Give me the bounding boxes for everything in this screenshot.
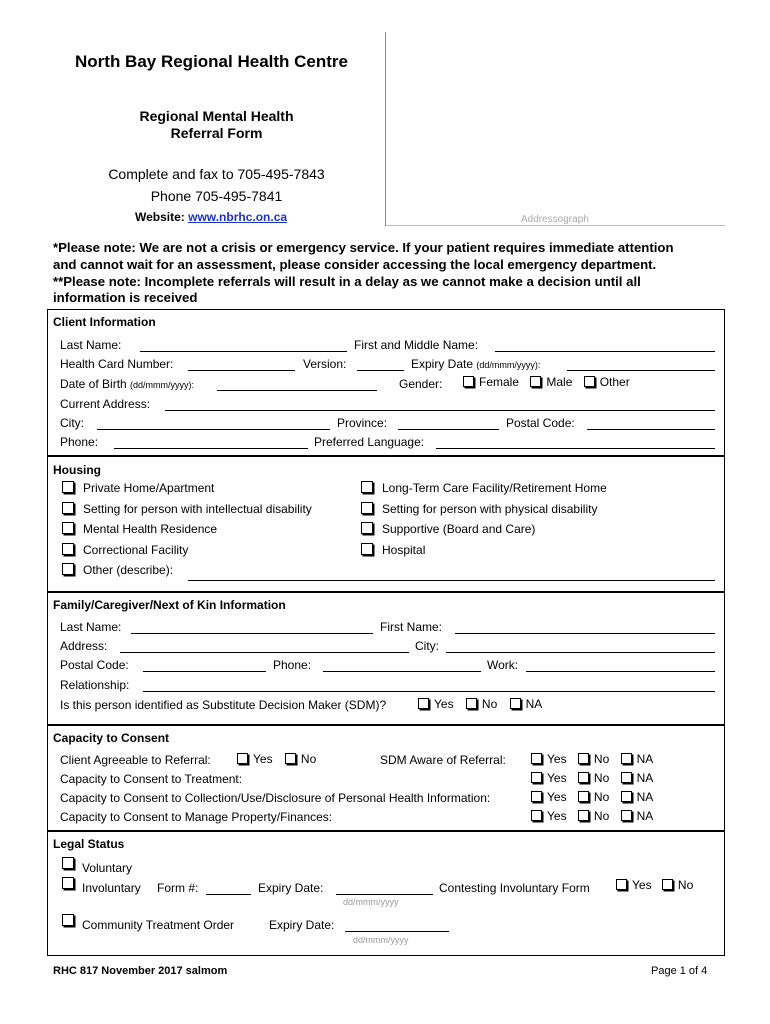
capacity-options-row: [531, 771, 653, 785]
client-phone-label: Phone:: [60, 435, 99, 449]
contesting-no-label: No: [677, 878, 694, 892]
checkbox-icon[interactable]: [621, 791, 632, 802]
housing-option-label: Hospital: [382, 543, 426, 557]
housing-option-label: Long-Term Care Facility/Retirement Home: [382, 481, 607, 495]
housing-option-label: Supportive (Board and Care): [382, 522, 536, 536]
gender-other[interactable]: [584, 375, 630, 389]
checkbox-icon[interactable]: [285, 753, 296, 764]
relationship-field[interactable]: [143, 691, 715, 692]
housing-option-label: Setting for person with intellectual disability: [83, 502, 312, 516]
capacity-title: Capacity to Consent: [53, 731, 170, 745]
opt-na-label: NA: [636, 771, 654, 785]
opt-yes[interactable]: [531, 790, 567, 804]
client-phone-field[interactable]: [114, 448, 308, 449]
family-postal-field[interactable]: [143, 671, 266, 672]
family-first-name-field[interactable]: [455, 633, 715, 634]
family-phone-field[interactable]: [323, 671, 481, 672]
contesting-label: Contesting Involuntary Form: [439, 881, 590, 895]
housing-option[interactable]: [62, 502, 312, 516]
cto-expiry-format: dd/mmm/yyyy: [353, 935, 409, 945]
checkbox-icon[interactable]: [361, 481, 373, 493]
opt-no[interactable]: [578, 809, 609, 823]
opt-no[interactable]: [578, 771, 609, 785]
opt-yes[interactable]: [531, 752, 567, 766]
client-postal-label: Postal Code:: [506, 416, 575, 430]
form-no-label: Form #:: [157, 881, 199, 895]
opt-na[interactable]: [621, 752, 654, 766]
agreeable-label: Client Agreeable to Referral:: [60, 753, 211, 767]
opt-yes[interactable]: [531, 771, 567, 785]
sdm-yes-label: Yes: [434, 697, 454, 711]
client-last-name-field[interactable]: [140, 351, 347, 352]
expiry-label: [411, 357, 540, 371]
form-title-line2: Referral Form: [170, 125, 263, 141]
checkbox-icon[interactable]: [578, 772, 589, 783]
agreeable-no-label: No: [300, 752, 317, 766]
note-line2: and cannot wait for an assessment, please consider accessing the local emergency department.: [53, 257, 657, 272]
agreeable-yes[interactable]: [237, 752, 273, 766]
form-title-line1: Regional Mental Health: [139, 108, 294, 124]
website-row: [135, 210, 287, 224]
family-title: Family/Caregiver/Next of Kin Information: [53, 598, 286, 612]
housing-option[interactable]: [62, 522, 217, 536]
language-field[interactable]: [436, 448, 715, 449]
sdm-no[interactable]: [466, 697, 497, 711]
opt-na[interactable]: [621, 790, 654, 804]
opt-na[interactable]: [621, 771, 654, 785]
housing-option-label: Correctional Facility: [83, 543, 189, 557]
addressograph-divider: [386, 225, 725, 226]
opt-no-label: No: [593, 752, 610, 766]
province-label: Province:: [337, 416, 388, 430]
family-first-name-label: First Name:: [380, 620, 443, 634]
client-info-title: Client Information: [53, 315, 156, 329]
family-address-field[interactable]: [120, 652, 409, 653]
checkbox-icon[interactable]: [621, 753, 632, 764]
fax-line: Complete and fax to 705-495-7843: [108, 166, 325, 182]
current-address-label: Current Address:: [60, 397, 151, 411]
opt-no-label: No: [593, 790, 610, 804]
checkbox-icon[interactable]: [531, 753, 542, 764]
checkbox-icon[interactable]: [62, 857, 74, 869]
agreeable-no[interactable]: [285, 752, 316, 766]
family-city-label: City:: [415, 639, 439, 653]
province-field[interactable]: [398, 429, 499, 430]
client-city-label: City:: [60, 416, 84, 430]
checkbox-icon[interactable]: [62, 543, 74, 555]
checkbox-icon[interactable]: [531, 772, 542, 783]
housing-option[interactable]: [62, 481, 214, 495]
gender-label: Gender:: [399, 377, 443, 391]
checkbox-icon[interactable]: [62, 877, 74, 889]
expiry-text: Expiry Date: [411, 357, 474, 371]
family-last-name-label: Last Name:: [60, 620, 122, 634]
voluntary-label: Voluntary: [82, 861, 133, 875]
family-phone-label: Phone:: [273, 658, 312, 672]
checkbox-icon[interactable]: [584, 376, 595, 387]
client-first-name-label: First and Middle Name:: [354, 338, 479, 352]
opt-no[interactable]: [578, 790, 609, 804]
language-label: Preferred Language:: [314, 435, 425, 449]
housing-other-field[interactable]: [188, 580, 715, 581]
checkbox-icon[interactable]: [62, 914, 74, 926]
footer-form-code: RHC 817 November 2017 salmom: [53, 965, 228, 977]
phone-line: Phone 705-495-7841: [150, 188, 283, 204]
checkbox-icon[interactable]: [62, 522, 74, 534]
housing-option-label: Setting for person with physical disability: [382, 502, 598, 516]
gender-male-label: Male: [546, 375, 573, 389]
housing-option[interactable]: [62, 543, 188, 557]
checkbox-icon[interactable]: [621, 772, 632, 783]
opt-yes-label: Yes: [547, 771, 567, 785]
property-label: Capacity to Consent to Manage Property/Finances:: [60, 810, 333, 824]
sdm-no-label: No: [481, 697, 498, 711]
cto-expiry-label: Expiry Date:: [269, 918, 335, 932]
note-line3: **Please note: Incomplete referrals will result in a delay as we cannot make a decision until all: [53, 274, 641, 289]
capacity-options-row: [531, 752, 653, 766]
sdm-yes[interactable]: [418, 697, 454, 711]
dob-format: (dd/mmm/yyyy):: [130, 380, 195, 390]
note-line1: *Please note: We are not a crisis or emergency service. If your patient requires immediate attention: [53, 240, 674, 255]
gender-male[interactable]: [530, 375, 572, 389]
involuntary-expiry-field[interactable]: [336, 894, 433, 895]
gender-other-label: Other: [599, 375, 630, 389]
opt-yes-label: Yes: [547, 790, 567, 804]
housing-option[interactable]: [361, 502, 597, 516]
gender-options: [463, 375, 630, 389]
checkbox-icon[interactable]: [62, 502, 74, 514]
checkbox-icon[interactable]: [361, 522, 373, 534]
form-no-field[interactable]: [206, 894, 251, 895]
involuntary-label: Involuntary: [82, 881, 141, 895]
capacity-options-row: [531, 809, 653, 823]
housing-option[interactable]: [361, 481, 607, 495]
dob-field[interactable]: [217, 390, 377, 391]
checkbox-icon[interactable]: [621, 810, 632, 821]
cto-expiry-field[interactable]: [345, 931, 449, 932]
treatment-label: Capacity to Consent to Treatment:: [60, 772, 243, 786]
expiry-field[interactable]: [567, 370, 715, 371]
voluntary-option[interactable]: [62, 857, 81, 871]
contesting-no[interactable]: [662, 878, 693, 892]
checkbox-icon[interactable]: [662, 879, 673, 890]
checkbox-icon[interactable]: [463, 376, 474, 387]
sdm-aware-label: SDM Aware of Referral:: [380, 753, 506, 767]
involuntary-expiry-label: Expiry Date:: [258, 881, 324, 895]
dob-text: Date of Birth: [60, 377, 127, 391]
checkbox-icon[interactable]: [578, 791, 589, 802]
sdm-na[interactable]: [510, 697, 543, 711]
collection-label: Capacity to Consent to Collection/Use/Disclosure of Personal Health Information:: [60, 791, 491, 805]
agreeable-options: [237, 752, 316, 766]
checkbox-icon[interactable]: [466, 698, 477, 709]
version-field[interactable]: [357, 370, 404, 371]
checkbox-icon[interactable]: [578, 810, 589, 821]
opt-na-label: NA: [636, 790, 654, 804]
family-last-name-field[interactable]: [131, 633, 373, 634]
housing-option-label: Other (describe):: [83, 563, 174, 577]
capacity-options-row: [531, 790, 653, 804]
checkbox-icon[interactable]: [531, 810, 542, 821]
checkbox-icon[interactable]: [578, 753, 589, 764]
checkbox-icon[interactable]: [530, 376, 541, 387]
sdm-na-label: NA: [525, 697, 543, 711]
family-work-label: Work:: [487, 658, 519, 672]
opt-yes-label: Yes: [547, 809, 567, 823]
involuntary-option[interactable]: [62, 877, 79, 891]
agreeable-yes-label: Yes: [253, 752, 273, 766]
org-name: North Bay Regional Health Centre: [75, 52, 348, 71]
contesting-options: [616, 878, 693, 892]
family-postal-label: Postal Code:: [60, 658, 129, 672]
sdm-question: Is this person identified as Substitute Decision Maker (SDM)?: [60, 698, 387, 712]
housing-option-other[interactable]: [62, 563, 173, 577]
opt-yes[interactable]: [531, 809, 567, 823]
expiry-format: (dd/mmm/yyyy):: [476, 360, 541, 370]
cto-label: Community Treatment Order: [82, 918, 235, 932]
health-card-label: Health Card Number:: [60, 357, 174, 371]
header-divider: [385, 32, 386, 226]
checkbox-icon[interactable]: [62, 481, 74, 493]
involuntary-expiry-format: dd/mmm/yyyy: [343, 897, 399, 907]
cto-option[interactable]: [62, 914, 79, 928]
client-city-field[interactable]: [97, 429, 330, 430]
version-label: Version:: [303, 357, 347, 371]
checkbox-icon[interactable]: [418, 698, 429, 709]
family-work-field[interactable]: [526, 671, 715, 672]
opt-na[interactable]: [621, 809, 654, 823]
opt-no[interactable]: [578, 752, 609, 766]
current-address-field[interactable]: [165, 410, 715, 411]
checkbox-icon[interactable]: [62, 563, 74, 575]
note-line4: information is received: [53, 290, 198, 305]
dob-label: [60, 377, 194, 391]
client-postal-field[interactable]: [587, 429, 715, 430]
gender-female-label: Female: [479, 375, 520, 389]
checkbox-icon[interactable]: [531, 791, 542, 802]
client-last-name-label: Last Name:: [60, 338, 122, 352]
opt-no-label: No: [593, 809, 610, 823]
family-city-field[interactable]: [446, 652, 715, 653]
footer-page-number: Page 1 of 4: [651, 965, 708, 977]
opt-na-label: NA: [636, 809, 654, 823]
website-label: Website:: [135, 210, 185, 224]
housing-title: Housing: [53, 463, 101, 477]
housing-option[interactable]: [361, 522, 535, 536]
client-first-name-field[interactable]: [495, 351, 715, 352]
opt-no-label: No: [593, 771, 610, 785]
checkbox-icon[interactable]: [361, 502, 373, 514]
opt-na-label: NA: [636, 752, 654, 766]
gender-female[interactable]: [463, 375, 519, 389]
relationship-label: Relationship:: [60, 678, 130, 692]
sdm-options: [418, 697, 542, 711]
housing-option-label: Private Home/Apartment: [83, 481, 215, 495]
health-card-field[interactable]: [188, 370, 295, 371]
checkbox-icon[interactable]: [237, 753, 248, 764]
website-link[interactable]: www.nbrhc.on.ca: [188, 210, 288, 224]
checkbox-icon[interactable]: [510, 698, 521, 709]
contesting-yes-label: Yes: [632, 878, 652, 892]
checkbox-icon[interactable]: [361, 543, 373, 555]
housing-option[interactable]: [361, 543, 425, 557]
housing-option-label: Mental Health Residence: [83, 522, 218, 536]
addressograph-label: Addressograph: [521, 214, 589, 225]
family-address-label: Address:: [60, 639, 108, 653]
opt-yes-label: Yes: [547, 752, 567, 766]
checkbox-icon[interactable]: [616, 879, 627, 890]
contesting-yes[interactable]: [616, 878, 652, 892]
legal-title: Legal Status: [53, 837, 125, 851]
